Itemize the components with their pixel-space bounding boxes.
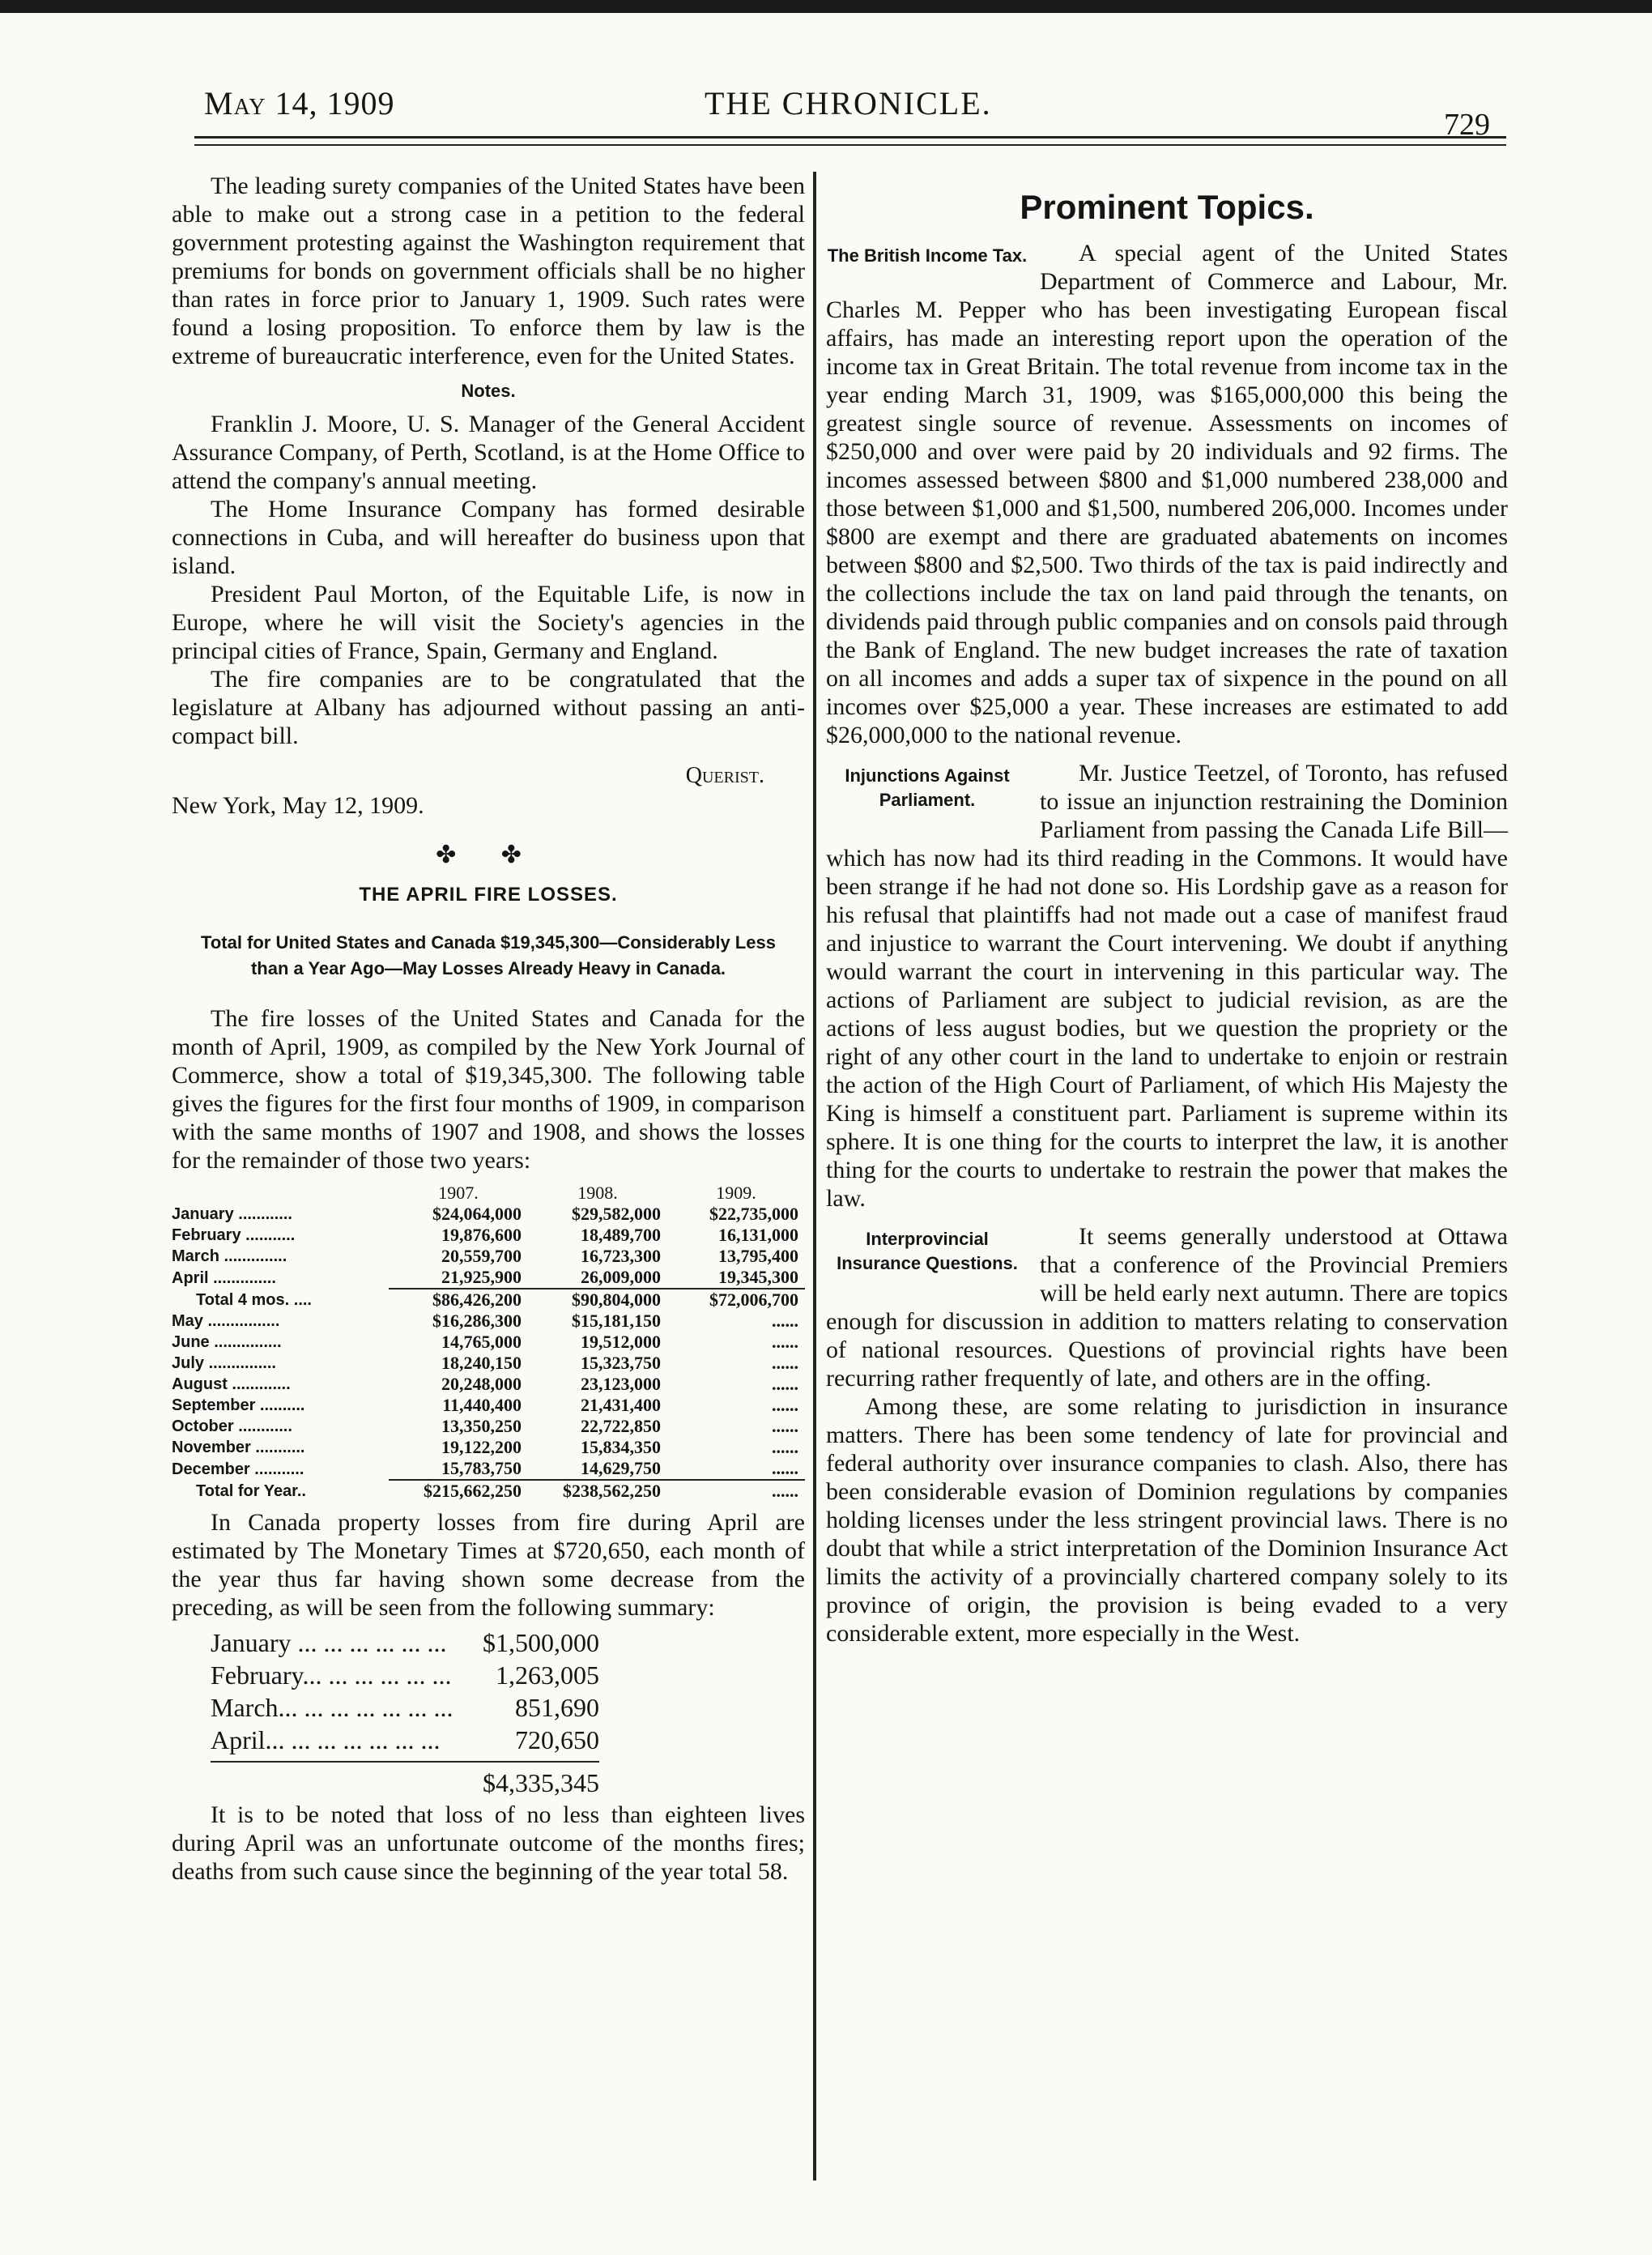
value-cell: ...... <box>772 1353 798 1373</box>
month-cell: February ........... <box>172 1226 296 1244</box>
table-row <box>172 1395 805 1416</box>
month-cell: Total for Year.. <box>196 1481 306 1500</box>
column-header: 1908. <box>577 1183 618 1203</box>
table-row <box>172 1204 805 1225</box>
note-paragraph: Franklin J. Moore, U. S. Manager of the General Accident Assurance Company, of Perth, Scotland, is at the Home Office to attend the company's annual meeting. <box>172 411 805 494</box>
article-heading: THE APRIL FIRE LOSSES. <box>359 884 618 906</box>
scan-border <box>0 0 1652 13</box>
canada-summary <box>211 1626 599 1756</box>
value-cell: ...... <box>772 1332 798 1352</box>
topic-side-heading: The British Income Tax. <box>827 245 1028 266</box>
topic-block <box>826 759 1508 1213</box>
value-cell: $86,426,200 <box>389 1289 528 1311</box>
value-cell: 15,783,750 <box>441 1458 522 1478</box>
table-row <box>172 1353 805 1374</box>
value-cell: ...... <box>772 1311 798 1331</box>
month-cell: May ................ <box>172 1312 280 1330</box>
month-cell: November ........... <box>172 1439 305 1456</box>
value-cell: 19,345,300 <box>718 1267 798 1287</box>
month-cell: September .......... <box>172 1396 305 1414</box>
column-rule <box>813 172 816 2180</box>
topic-block <box>826 1222 1508 1392</box>
running-head <box>194 78 1490 142</box>
value-cell: ...... <box>772 1416 798 1436</box>
value-cell: $238,562,250 <box>528 1480 667 1502</box>
table-row <box>172 1225 805 1246</box>
summary-value: 1,263,005 <box>496 1660 599 1690</box>
value-cell: ...... <box>667 1480 805 1502</box>
left-column <box>172 172 805 1886</box>
value-cell: 20,559,700 <box>441 1246 522 1266</box>
article-subheading: Total for United States and Canada $19,345,300—Considerably Less than a Year Ago—May Losses Already Heavy in Canada. <box>201 932 776 978</box>
note-paragraph: The Home Insurance Company has formed desirable connections in Cuba, and will hereafter do business upon that island. <box>172 496 805 579</box>
value-cell: $29,582,000 <box>572 1204 662 1224</box>
value-cell: 15,834,350 <box>581 1437 662 1457</box>
month-cell: Total 4 mos. .... <box>196 1290 312 1309</box>
table-row <box>172 1416 805 1437</box>
summary-value: 720,650 <box>515 1725 599 1754</box>
section-ornament: ✤ ✤ <box>436 842 541 868</box>
issue-date: May 14, 1909 <box>204 85 395 121</box>
value-cell: 26,009,000 <box>581 1267 662 1287</box>
value-cell: 19,512,000 <box>581 1332 662 1352</box>
header-rule <box>194 136 1506 146</box>
topic-block <box>826 239 1508 749</box>
table-row <box>172 1332 805 1353</box>
topic-paragraph: Mr. Justice Teetzel, of Toronto, has refused to issue an injunction restraining the Dominion Parliament from passing the Canada Life Bill—which has now had its third reading in the Commons. It would have been strange if he had not done so. His Lordship gave as a reason for his refusal that plaintiffs had not made out a case of manifest fraud and injustice to warrant the Court intervening. We doubt if anything would warrant the court in intervening in this particular way. The actions of Parliament are subject to judicial revision, as are the actions of less august bodies, but we question the propriety or the right of any other court in the land to undertake to enjoin or restrain the action of the High Court of Parliament, of which His Majesty the King is himself a constituent part. Parliament is supreme within its sphere. It is one thing for the courts to interpret the law, it is another thing for the courts to undertake to restrain the power that makes the law. <box>826 760 1508 1212</box>
notes-heading: Notes. <box>461 381 516 401</box>
value-cell: $15,181,150 <box>572 1311 662 1331</box>
month-cell: March .............. <box>172 1247 287 1265</box>
table-total-row <box>172 1289 805 1311</box>
column-header: 1907. <box>438 1183 479 1203</box>
value-cell: $72,006,700 <box>667 1289 805 1311</box>
topic-side-heading: Injunctions Against Parliament. <box>845 765 1010 810</box>
month-cell: December ........... <box>172 1460 304 1478</box>
article-paragraph: In Canada property losses from fire during April are estimated by The Monetary Times at $720,650, each month of the year thus far having shown some decrease from the preceding, as will be seen from the following summary: <box>172 1509 805 1621</box>
summary-total: $4,335,345 <box>211 1761 599 1797</box>
value-cell: 14,765,000 <box>441 1332 522 1352</box>
value-cell: $90,804,000 <box>528 1289 667 1311</box>
value-cell: 20,248,000 <box>441 1374 522 1394</box>
table-row <box>172 1458 805 1480</box>
article-paragraph: It is to be noted that loss of no less than eighteen lives during April was an unfortunate outcome of the months fires; deaths from such cause since the beginning of the year total 58. <box>172 1801 805 1885</box>
summary-value: $1,500,000 <box>483 1628 599 1657</box>
table-row <box>172 1267 805 1289</box>
value-cell: 23,123,000 <box>581 1374 662 1394</box>
value-cell: 19,876,600 <box>441 1225 522 1245</box>
right-column <box>826 172 1508 1648</box>
page-number: 729 <box>1444 108 1490 142</box>
value-cell: ...... <box>772 1374 798 1394</box>
summary-row <box>211 1724 599 1756</box>
section-title: Prominent Topics. <box>1020 188 1314 226</box>
summary-row <box>211 1626 599 1659</box>
table-row <box>172 1374 805 1395</box>
topic-paragraph: Among these, are some relating to jurisdiction in insurance matters. There has been some tendency of late for provincial and federal authority over insurance companies to clash. Also, there has been considerable evasion of Dominion regulations by companies holding licenses under the less stringent provincial laws. There is no doubt that while a strict interpretation of the Dominion Insurance Act limits the activity of a provincially chartered company solely to its province of origin, the provision is being evaded to a very considerable extent, more especially in the West. <box>826 1393 1508 1647</box>
value-cell: 22,722,850 <box>581 1416 662 1436</box>
value-cell: 14,629,750 <box>581 1458 662 1478</box>
value-cell: 19,122,200 <box>441 1437 522 1457</box>
summary-month: March... ... ... ... ... ... ... <box>211 1693 453 1722</box>
value-cell: 16,131,000 <box>718 1225 798 1245</box>
column-header: 1909. <box>716 1183 756 1203</box>
value-cell: 21,925,900 <box>441 1267 522 1287</box>
value-cell: $22,735,000 <box>709 1204 798 1224</box>
note-paragraph: The fire companies are to be congratulated that the legislature at Albany has adjourned without passing an anti-compact bill. <box>172 666 805 749</box>
author-signoff: Querist. <box>685 763 764 788</box>
table-header-row <box>172 1183 805 1204</box>
value-cell: $16,286,300 <box>432 1311 522 1331</box>
summary-month: January ... ... ... ... ... ... <box>211 1628 447 1657</box>
newspaper-page <box>0 13 1652 2255</box>
summary-value: 851,690 <box>515 1693 599 1722</box>
value-cell: 11,440,400 <box>442 1395 522 1415</box>
value-cell: $24,064,000 <box>432 1204 522 1224</box>
value-cell: ...... <box>772 1458 798 1478</box>
value-cell: $215,662,250 <box>389 1480 528 1502</box>
month-cell: June ............... <box>172 1333 282 1351</box>
summary-row <box>211 1659 599 1691</box>
summary-month: February... ... ... ... ... ... <box>211 1660 452 1690</box>
month-cell: August ............. <box>172 1375 291 1393</box>
value-cell: 16,723,300 <box>581 1246 662 1266</box>
month-cell: July ............... <box>172 1354 276 1372</box>
value-cell: 18,489,700 <box>581 1225 662 1245</box>
month-cell: April .............. <box>172 1268 276 1287</box>
topic-paragraph: A special agent of the United States Department of Commerce and Labour, Mr. Charles M. Pepper who has been investigating European fiscal affairs, has made an interesting report upon the operation of the income tax in Great Britain. The total revenue from income tax in the year ending March 31, 1909, was $165,000,000 this being the greatest single source of revenue. Assessments on incomes of $250,000 and over were paid by 20 individuals and 92 firms. The incomes assessed between $800 and $1,000 numbered 238,000 and those between $1,000 and $1,500, numbered 206,000. Incomes under $800 are exempt and there are graduated abatements on incomes between $800 and $2,500. Two thirds of the tax is paid indirectly and the collections include the tax on land paid through the tenants, on dividends paid through public companies and on consols paid through the Bank of England. The new budget increases the rate of taxation on all incomes and adds a super tax of sixpence in the pound on all incomes over $25,000 a year. These increases are estimated to add $26,000,000 to the national revenue. <box>826 240 1508 748</box>
value-cell: 18,240,150 <box>441 1353 522 1373</box>
value-cell: ...... <box>772 1437 798 1457</box>
note-paragraph: President Paul Morton, of the Equitable Life, is now in Europe, where he will visit the Society's agencies in the principal cities of France, Spain, Germany and England. <box>172 581 805 664</box>
value-cell: 13,350,250 <box>441 1416 522 1436</box>
month-cell: January ............ <box>172 1205 292 1223</box>
value-cell: 13,795,400 <box>718 1246 798 1266</box>
fire-losses-table <box>172 1183 805 1502</box>
table-row <box>172 1246 805 1267</box>
topic-paragraph: It seems generally understood at Ottawa that a conference of the Provincial Premiers will be held early next autumn. There are topics enough for discussion in addition to matters relating to conservation of national resources. Questions of provincial rights have been recurring rather frequently of late, and others are in the offing. <box>826 1223 1508 1392</box>
value-cell: 15,323,750 <box>581 1353 662 1373</box>
table-row <box>172 1437 805 1458</box>
surety-paragraph: The leading surety companies of the United States have been able to make out a strong case in a petition to the federal government protesting against the Washington requirement that premiums for bonds on government officials shall be no higher than rates in force prior to January 1, 1909. Such rates were found a losing proposition. To enforce them by law is the extreme of bureaucratic interference, even for the United States. <box>172 173 805 369</box>
value-cell: 21,431,400 <box>581 1395 662 1415</box>
article-paragraph: The fire losses of the United States and Canada for the month of April, 1909, as compiled by the New York Journal of Commerce, show a total of $19,345,300. The following table gives the figures for the first four months of 1909, in comparison with the same months of 1907 and 1908, and shows the losses for the remainder of those two years: <box>172 1005 805 1174</box>
value-cell: ...... <box>772 1395 798 1415</box>
publication-title: THE CHRONICLE. <box>705 85 992 121</box>
table-row <box>172 1311 805 1332</box>
dateline: New York, May 12, 1909. <box>172 792 424 819</box>
topic-side-heading: Interprovincial Insurance Questions. <box>837 1229 1018 1273</box>
month-cell: October ............ <box>172 1417 292 1435</box>
summary-month: April... ... ... ... ... ... ... <box>211 1725 441 1754</box>
table-total-row <box>172 1480 805 1502</box>
summary-row <box>211 1691 599 1724</box>
